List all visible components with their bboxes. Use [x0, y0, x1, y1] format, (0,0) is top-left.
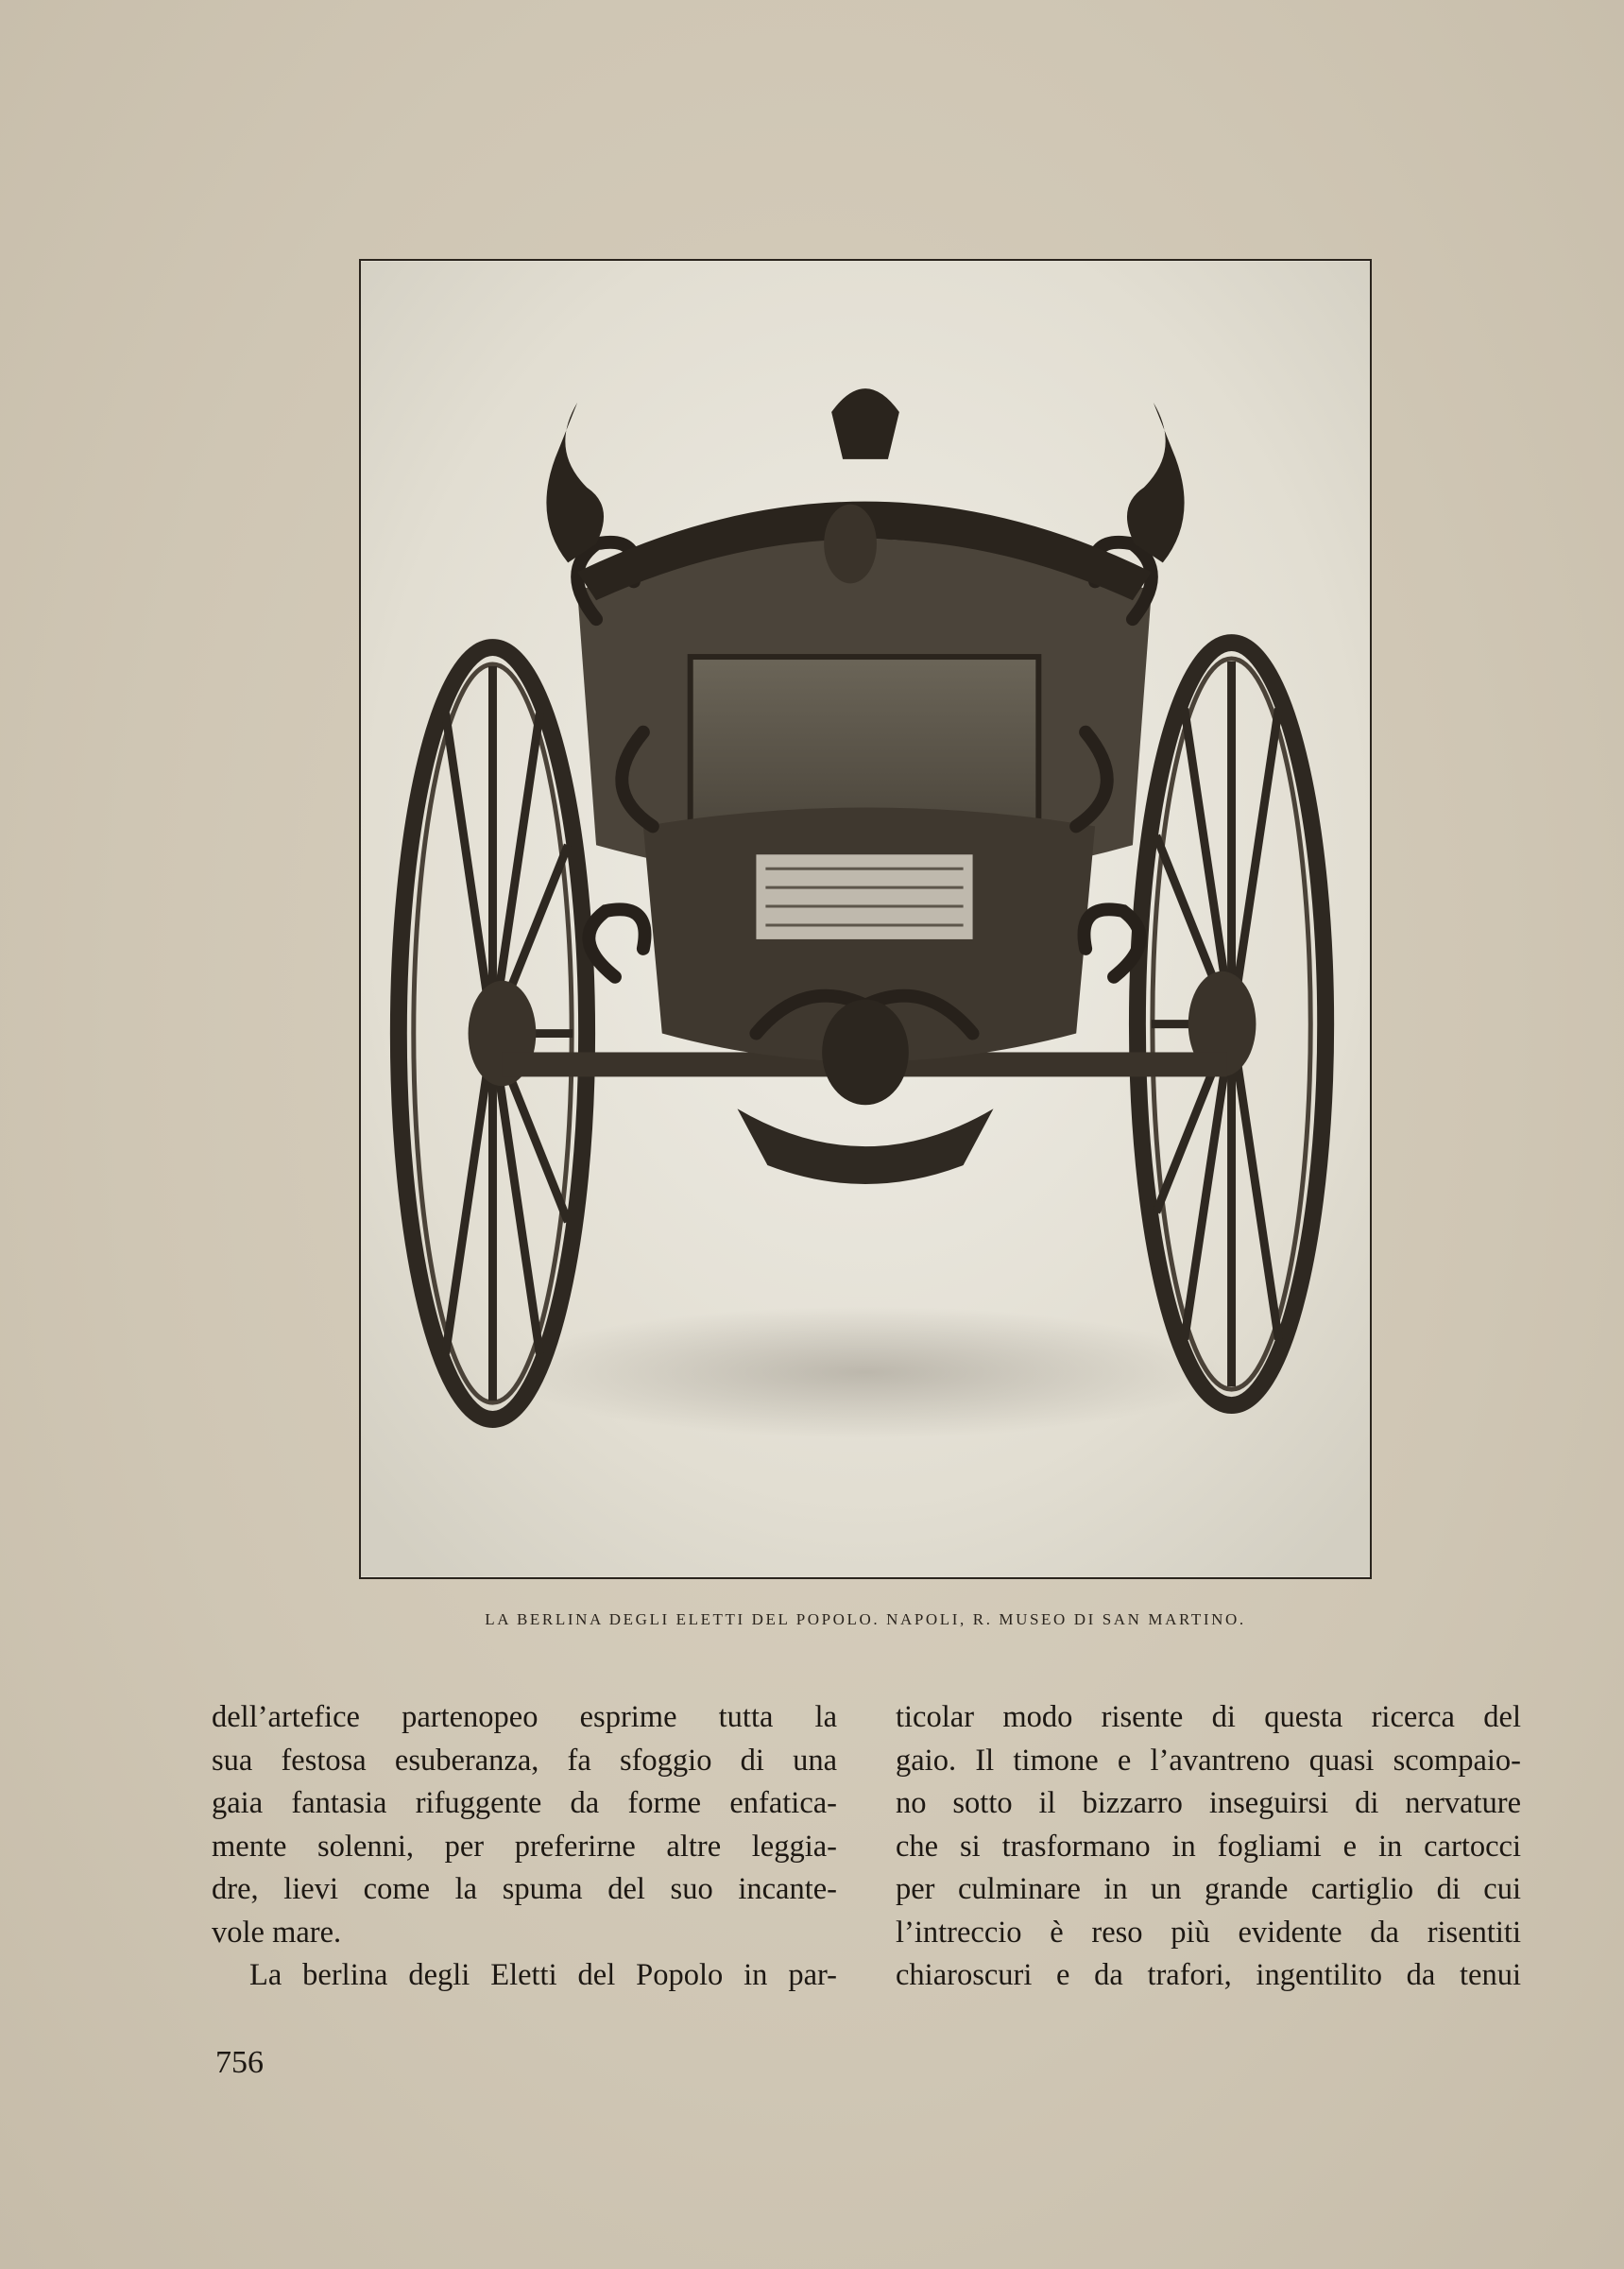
text-column-left [212, 1696, 837, 1998]
text-line: gaia fantasia rifuggente da forme enfatica- [212, 1786, 837, 1820]
text-line: gaio. Il timone e l’avantreno quasi scompaio- [896, 1743, 1521, 1778]
photo-plate [359, 259, 1372, 1579]
text-line: ticolar modo risente di questa ricerca del [896, 1700, 1521, 1734]
text-line: l’intreccio è reso più evidente da risentiti [896, 1915, 1521, 1950]
text-line: chiaroscuri e da trafori, ingentilito da tenui [896, 1958, 1521, 1992]
text-line: per culminare in un grande cartiglio di cui [896, 1872, 1521, 1906]
page-number: 756 [215, 2045, 264, 2080]
plate-caption: LA BERLINA DEGLI ELETTI DEL POPOLO. NAPOLI, R. MUSEO DI SAN MARTINO. [485, 1610, 1246, 1628]
text-line: sua festosa esuberanza, fa sfoggio di una [212, 1743, 837, 1778]
text-line: La berlina degli Eletti del Popolo in par- [249, 1958, 837, 1992]
carriage-photograph [361, 261, 1370, 1577]
text-column-right [896, 1696, 1521, 1998]
text-line: dre, lievi come la spuma del suo incante- [212, 1872, 837, 1906]
text-line: dell’artefice partenopeo esprime tutta la [212, 1700, 837, 1734]
text-line: vole mare. [212, 1915, 342, 1950]
text-line: mente solenni, per preferirne altre leggia- [212, 1829, 837, 1864]
text-line: no sotto il bizzarro inseguirsi di nervature [896, 1786, 1521, 1820]
text-line: che si trasformano in fogliami e in cartocci [896, 1829, 1521, 1864]
